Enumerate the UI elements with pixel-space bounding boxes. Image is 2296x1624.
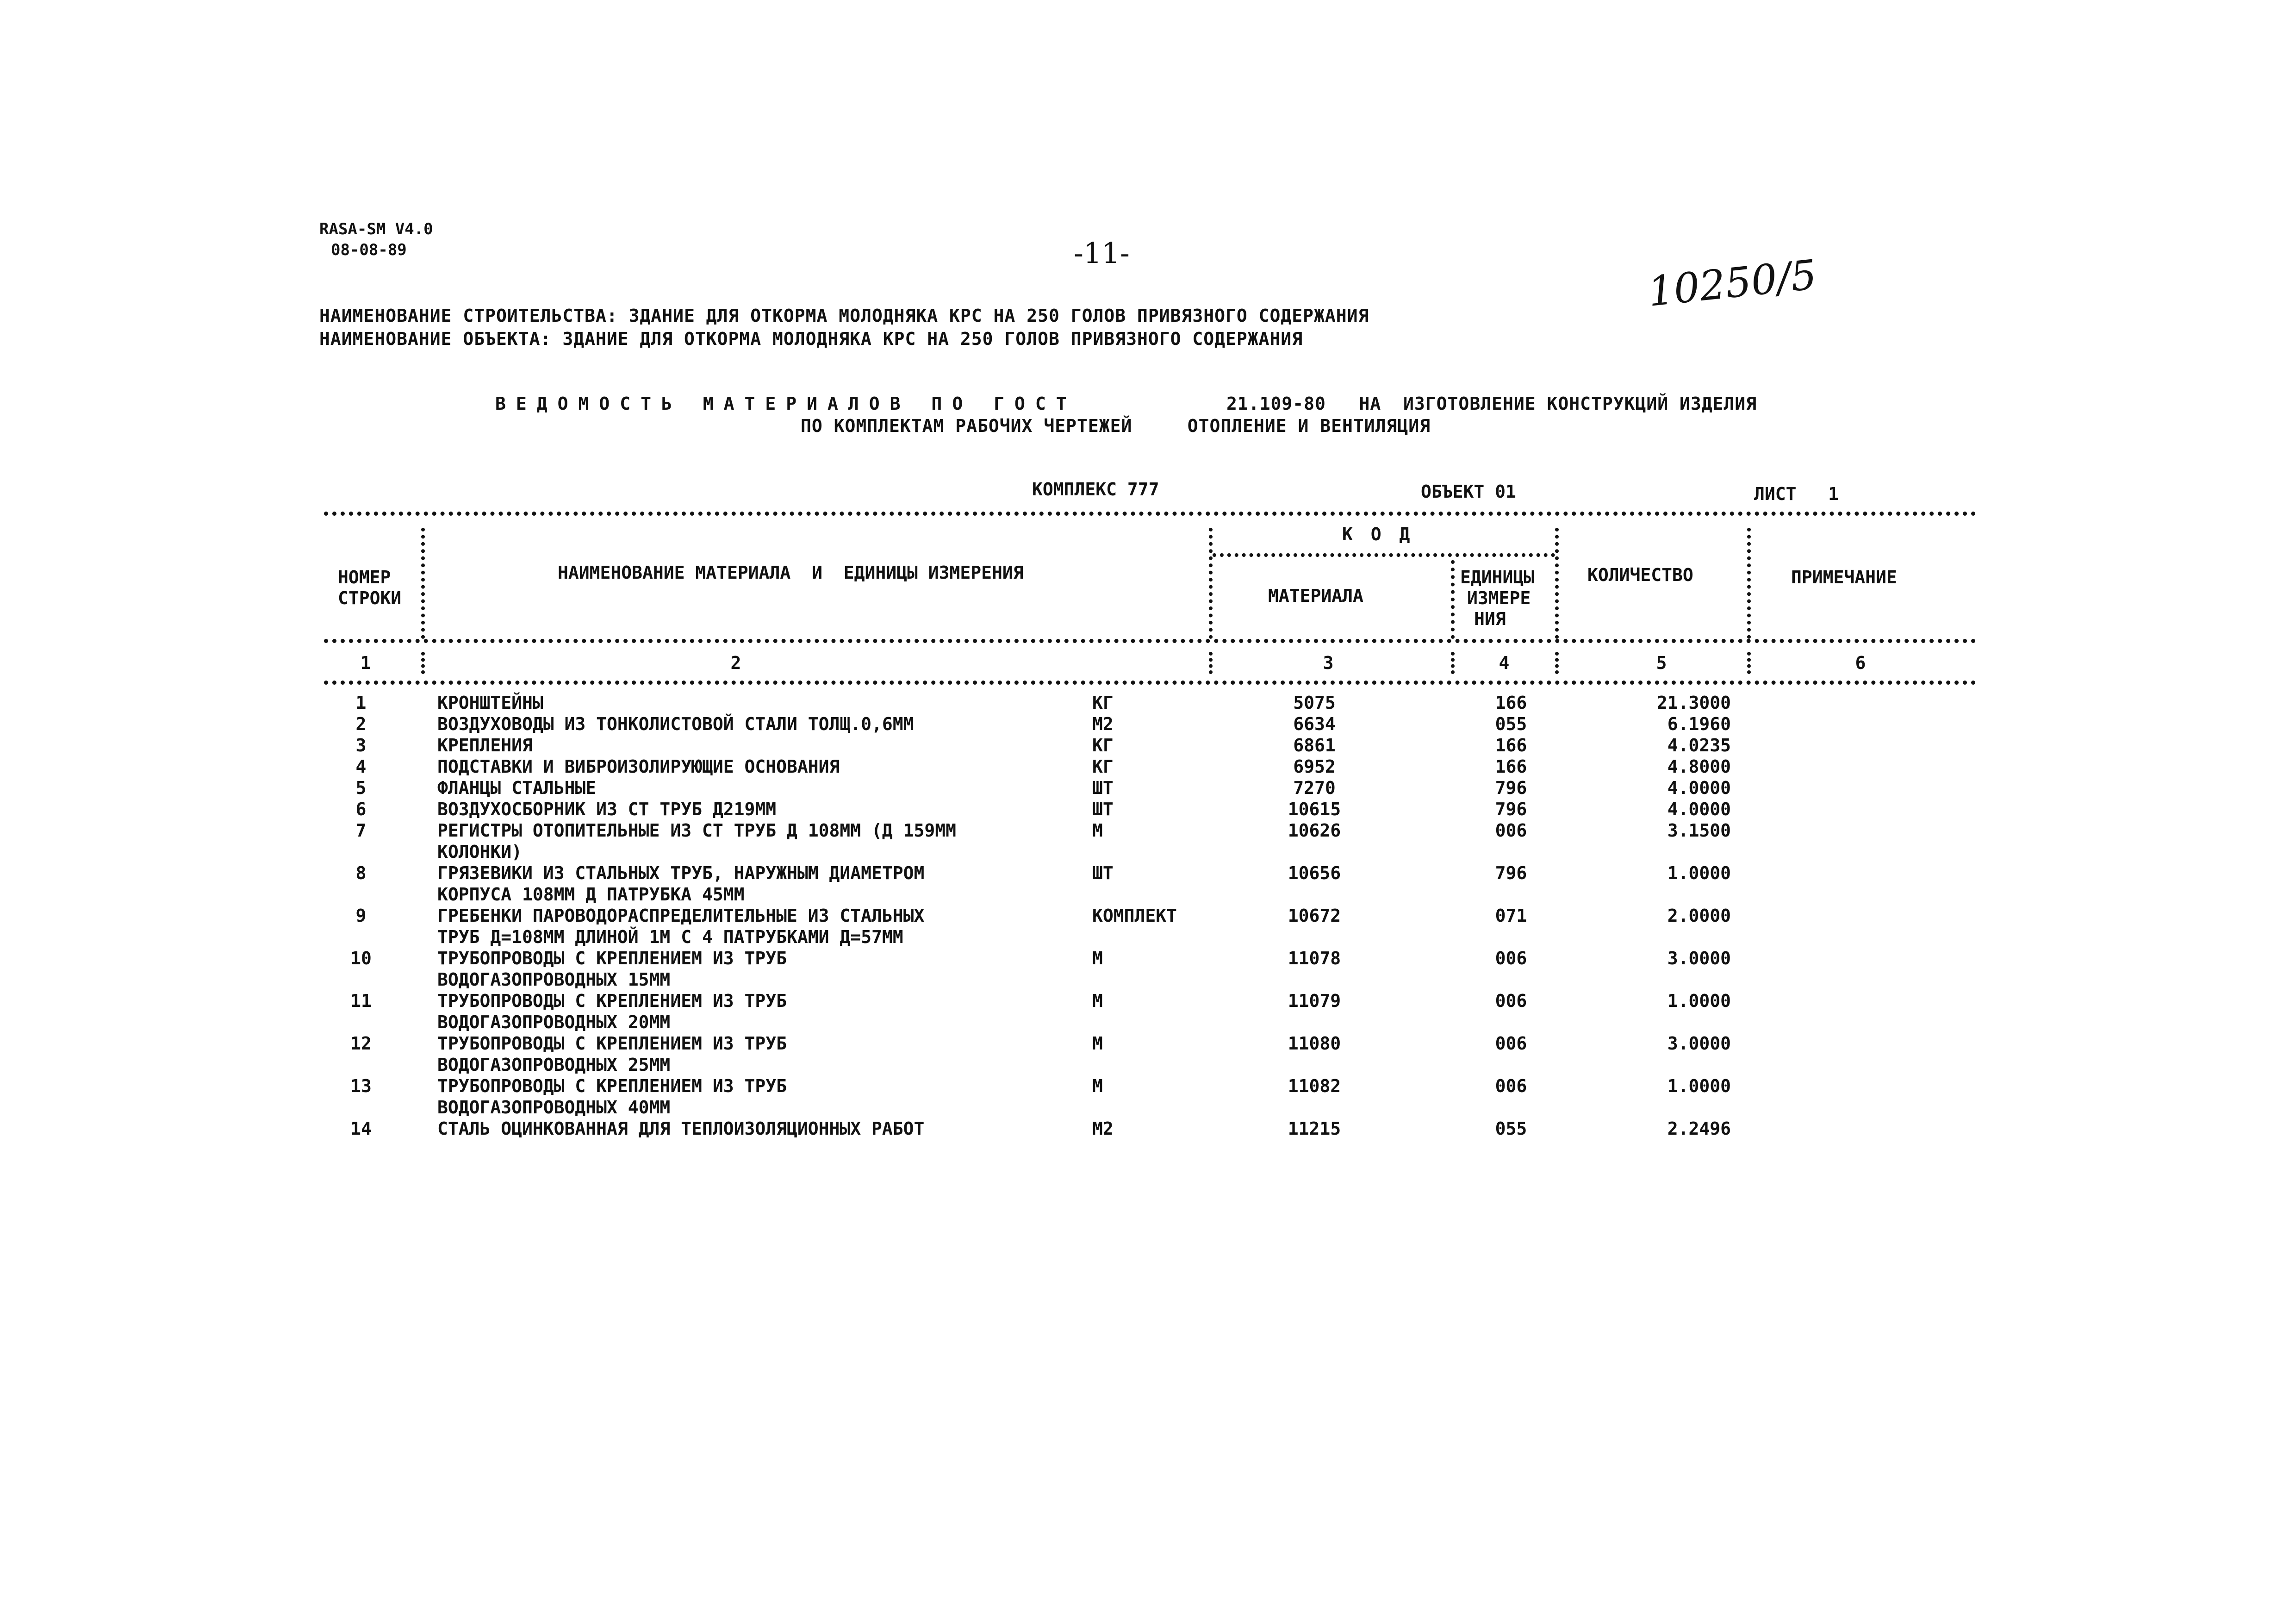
material-code: 6634 [1293, 714, 1336, 734]
archive-number-stamp: 10250/5 [1645, 250, 1819, 316]
column-separator [1451, 560, 1455, 639]
row-number: 5 [355, 778, 367, 798]
unit: ШТ [1092, 799, 1114, 819]
column-number: 4 [1499, 653, 1510, 673]
header-unit-code-3: НИЯ [1474, 609, 1506, 629]
column-number: 1 [360, 653, 371, 673]
unit-code: 006 [1495, 948, 1527, 968]
unit: КГ [1092, 756, 1114, 777]
unit-code: 796 [1495, 799, 1527, 819]
code-subheader-rule [1213, 553, 1555, 557]
row-number: 2 [355, 714, 367, 734]
quantity: 4.0000 [1667, 799, 1731, 819]
column-number: 3 [1323, 653, 1334, 673]
table-row [0, 1033, 2296, 1075]
unit: КГ [1092, 693, 1114, 713]
column-separator [421, 652, 425, 674]
header-unit-code-1: ЕДИНИЦЫ [1460, 567, 1535, 587]
material-code: 6952 [1293, 756, 1336, 777]
unit: М [1092, 991, 1103, 1011]
material-name: ТРУБОПРОВОДЫ С КРЕПЛЕНИЕМ ИЗ ТРУБ ВОДОГАЗОПРОВОДНЫХ 40ММ [437, 1076, 787, 1118]
table-top-rule [324, 512, 1976, 516]
unit: М2 [1092, 1118, 1114, 1139]
material-code: 11080 [1288, 1033, 1341, 1054]
table-row [0, 862, 2296, 905]
unit-code: 796 [1495, 778, 1527, 798]
quantity: 3.1500 [1667, 820, 1731, 841]
column-separator [1451, 652, 1455, 674]
unit-code: 006 [1495, 1033, 1527, 1054]
row-number: 9 [355, 906, 367, 926]
row-number: 10 [350, 948, 372, 968]
column-separator [1555, 652, 1559, 674]
material-name: ВОЗДУХОСБОРНИК ИЗ СТ ТРУБ Д219ММ [437, 799, 777, 819]
header-code: К О Д [1342, 524, 1414, 544]
material-code: 7270 [1293, 778, 1336, 798]
header-material-name: НАИМЕНОВАНИЕ МАТЕРИАЛА И ЕДИНИЦЫ ИЗМЕРЕНИЯ [558, 562, 1024, 583]
table-row [0, 1118, 2296, 1161]
row-number: 8 [355, 863, 367, 883]
table-row [0, 820, 2296, 862]
material-code: 6861 [1293, 735, 1336, 756]
row-number: 12 [350, 1033, 372, 1054]
unit: М [1092, 820, 1103, 841]
material-code: 10626 [1288, 820, 1341, 841]
material-name: КРЕПЛЕНИЯ [437, 735, 533, 756]
sheet-label: ЛИСТ 1 [1754, 484, 1839, 504]
material-code: 11079 [1288, 991, 1341, 1011]
unit-code: 055 [1495, 714, 1527, 734]
row-number: 4 [355, 756, 367, 777]
quantity: 2.2496 [1667, 1118, 1731, 1139]
column-separator [1555, 528, 1559, 639]
material-name: ГРЯЗЕВИКИ ИЗ СТАЛЬНЫХ ТРУБ, НАРУЖНЫМ ДИАМЕТРОМ КОРПУСА 108ММ Д ПАТРУБКА 45ММ [437, 863, 925, 905]
column-separator [1209, 528, 1213, 639]
material-code: 10656 [1288, 863, 1341, 883]
unit-code: 006 [1495, 991, 1527, 1011]
quantity: 3.0000 [1667, 1033, 1731, 1054]
column-separator [1209, 652, 1213, 674]
header-unit-code-2: ИЗМЕРЕ [1467, 588, 1531, 608]
quantity: 1.0000 [1667, 991, 1731, 1011]
column-separator [421, 528, 425, 639]
material-name: СТАЛЬ ОЦИНКОВАННАЯ ДЛЯ ТЕПЛОИЗОЛЯЦИОННЫХ РАБОТ [437, 1118, 925, 1139]
material-name: ГРЕБЕНКИ ПАРОВОДОРАСПРЕДЕЛИТЕЛЬНЫЕ ИЗ СТАЛЬНЫХ ТРУБ Д=108ММ ДЛИНОЙ 1М С 4 ПАТРУБКАМИ Д=57ММ [437, 906, 925, 947]
unit-code: 071 [1495, 906, 1527, 926]
object-label: ОБЪЕКТ 01 [1421, 481, 1516, 502]
row-number: 13 [350, 1076, 372, 1096]
column-number: 6 [1855, 653, 1866, 673]
unit: ШТ [1092, 778, 1114, 798]
unit-code: 006 [1495, 1076, 1527, 1096]
complex-label: КОМПЛЕКС 777 [1032, 479, 1159, 500]
table-row [0, 990, 2296, 1033]
document-title-rest: 21.109-80 НА ИЗГОТОВЛЕНИЕ КОНСТРУКЦИЙ ИЗДЕЛИЯ [1226, 394, 1757, 414]
header-material-code: МАТЕРИАЛА [1268, 586, 1363, 606]
quantity: 4.0000 [1667, 778, 1731, 798]
material-name: ТРУБОПРОВОДЫ С КРЕПЛЕНИЕМ ИЗ ТРУБ ВОДОГАЗОПРОВОДНЫХ 20ММ [437, 991, 787, 1032]
material-name: ПОДСТАВКИ И ВИБРОИЗОЛИРУЮЩИЕ ОСНОВАНИЯ [437, 756, 840, 777]
material-code: 10672 [1288, 906, 1341, 926]
material-code: 11082 [1288, 1076, 1341, 1096]
quantity: 1.0000 [1667, 863, 1731, 883]
quantity: 4.8000 [1667, 756, 1731, 777]
table-header-rule [324, 639, 1976, 643]
quantity: 2.0000 [1667, 906, 1731, 926]
quantity: 6.1960 [1667, 714, 1731, 734]
document-subtitle: ПО КОМПЛЕКТАМ РАБОЧИХ ЧЕРТЕЖЕЙ ОТОПЛЕНИЕ И ВЕНТИЛЯЦИЯ [801, 416, 1431, 436]
column-number: 2 [730, 653, 741, 673]
object-name: НАИМЕНОВАНИЕ ОБЪЕКТА: ЗДАНИЕ ДЛЯ ОТКОРМА МОЛОДНЯКА КРС НА 250 ГОЛОВ ПРИВЯЗНОГО СОДЕРЖАНИЯ [319, 329, 1303, 349]
material-code: 11078 [1288, 948, 1341, 968]
material-code: 10615 [1288, 799, 1341, 819]
material-name: ТРУБОПРОВОДЫ С КРЕПЛЕНИЕМ ИЗ ТРУБ ВОДОГАЗОПРОВОДНЫХ 25ММ [437, 1033, 787, 1075]
material-code: 5075 [1293, 693, 1336, 713]
unit-code: 166 [1495, 735, 1527, 756]
row-number: 3 [355, 735, 367, 756]
quantity: 3.0000 [1667, 948, 1731, 968]
column-number: 5 [1656, 653, 1667, 673]
table-number-rule [324, 681, 1976, 685]
material-name: РЕГИСТРЫ ОТОПИТЕЛЬНЫЕ ИЗ СТ ТРУБ Д 108ММ (Д 159ММ КОЛОНКИ) [437, 820, 957, 862]
row-number: 6 [355, 799, 367, 819]
header-row-number-1: НОМЕР [338, 567, 391, 587]
header-note: ПРИМЕЧАНИЕ [1791, 567, 1897, 587]
column-separator [1747, 528, 1751, 639]
material-name: ТРУБОПРОВОДЫ С КРЕПЛЕНИЕМ ИЗ ТРУБ ВОДОГАЗОПРОВОДНЫХ 15ММ [437, 948, 787, 990]
program-version: RASA-SM V4.0 [319, 220, 433, 238]
unit: КГ [1092, 735, 1114, 756]
table-row [0, 948, 2296, 990]
quantity: 1.0000 [1667, 1076, 1731, 1096]
unit: М [1092, 1033, 1103, 1054]
unit: ШТ [1092, 863, 1114, 883]
quantity: 21.3000 [1656, 693, 1731, 713]
print-date: 08-08-89 [331, 241, 407, 259]
header-quantity: КОЛИЧЕСТВО [1587, 565, 1693, 585]
document-title-spaced: ВЕДОМОСТЬ МАТЕРИАЛОВ ПО ГОСТ [495, 394, 1077, 414]
material-code: 11215 [1288, 1118, 1341, 1139]
page-number: -11- [1074, 236, 1130, 270]
unit: КОМПЛЕКТ [1092, 906, 1177, 926]
unit-code: 166 [1495, 693, 1527, 713]
table-row [0, 1075, 2296, 1118]
material-name: ВОЗДУХОВОДЫ ИЗ ТОНКОЛИСТОВОЙ СТАЛИ ТОЛЩ.0,6ММ [437, 714, 914, 734]
row-number: 7 [355, 820, 367, 841]
material-name: ФЛАНЦЫ СТАЛЬНЫЕ [437, 778, 597, 798]
unit: М [1092, 1076, 1103, 1096]
unit-code: 006 [1495, 820, 1527, 841]
row-number: 1 [355, 693, 367, 713]
unit-code: 166 [1495, 756, 1527, 777]
column-separator [1747, 652, 1751, 674]
unit-code: 055 [1495, 1118, 1527, 1139]
unit: М2 [1092, 714, 1114, 734]
unit: М [1092, 948, 1103, 968]
construction-name: НАИМЕНОВАНИЕ СТРОИТЕЛЬСТВА: ЗДАНИЕ ДЛЯ ОТКОРМА МОЛОДНЯКА КРС НА 250 ГОЛОВ ПРИВЯЗНОГО СОДЕРЖАНИЯ [319, 306, 1369, 326]
material-name: КРОНШТЕЙНЫ [437, 693, 543, 713]
unit-code: 796 [1495, 863, 1527, 883]
table-row [0, 905, 2296, 948]
row-number: 11 [350, 991, 372, 1011]
row-number: 14 [350, 1118, 372, 1139]
quantity: 4.0235 [1667, 735, 1731, 756]
header-row-number-2: СТРОКИ [338, 588, 402, 608]
